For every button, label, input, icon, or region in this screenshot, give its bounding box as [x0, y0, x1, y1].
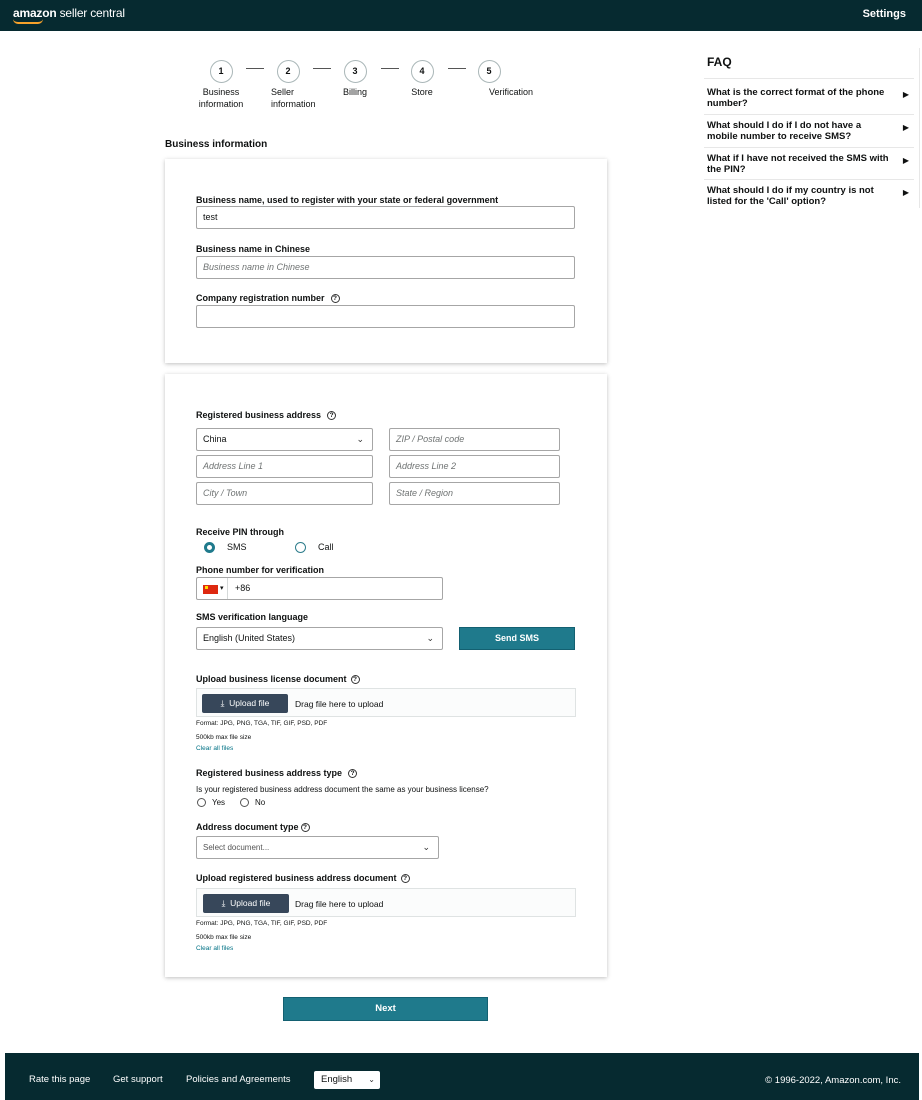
- footer: [5, 1053, 919, 1100]
- sms-radio[interactable]: [204, 542, 215, 553]
- faq-question: What if I have not received the SMS with the PIN?: [707, 153, 889, 175]
- chevron-down-icon: ⌄: [356, 434, 364, 444]
- help-icon[interactable]: ?: [351, 675, 360, 684]
- business-name-chinese-input[interactable]: Business name in Chinese: [196, 256, 575, 279]
- faq-item[interactable]: [707, 185, 912, 207]
- step-label: Verification: [489, 87, 534, 97]
- upload-button-label: Upload file: [230, 898, 271, 908]
- label-text: Address document type: [196, 822, 299, 832]
- country-select[interactable]: [196, 428, 373, 451]
- document-type-select[interactable]: [196, 836, 439, 859]
- sms-language-value: English (United States): [203, 633, 296, 643]
- step-number: 3: [344, 60, 367, 83]
- step-label: Business information: [198, 87, 244, 109]
- amazon-smile-icon: [13, 19, 43, 24]
- faq-question: What should I do if my country is not listed for the 'Call' option?: [707, 185, 874, 207]
- help-icon[interactable]: ?: [331, 294, 340, 303]
- city-input[interactable]: City / Town: [196, 482, 373, 505]
- clear-files-link[interactable]: Clear all files: [196, 745, 234, 752]
- business-name-label: Business name, used to register with your state or federal government: [196, 195, 499, 205]
- phone-number-value: +86: [235, 583, 251, 593]
- faq-panel: [700, 48, 920, 208]
- business-details-card: [165, 374, 607, 977]
- clear-files-link[interactable]: Clear all files: [196, 945, 234, 952]
- seller-central-logo[interactable]: [13, 6, 125, 20]
- logo-amazon-text: amazon: [13, 6, 57, 20]
- label-text: Upload business license document: [196, 674, 347, 684]
- receive-pin-label: Receive PIN through: [196, 527, 285, 537]
- faq-title: FAQ: [707, 55, 732, 69]
- address-upload-dropzone[interactable]: [196, 888, 576, 917]
- china-flag-icon[interactable]: [203, 585, 218, 594]
- faq-question: What is the correct format of the phone number?: [707, 87, 885, 109]
- call-radio[interactable]: [295, 542, 306, 553]
- label-text: Company registration number: [196, 293, 325, 303]
- upload-file-button[interactable]: [202, 694, 288, 713]
- divider: [704, 179, 914, 180]
- help-icon[interactable]: ?: [401, 874, 410, 883]
- business-name-chinese-label: Business name in Chinese: [196, 244, 311, 254]
- address-line1-input[interactable]: Address Line 1: [196, 455, 373, 478]
- step-verification: [454, 60, 534, 98]
- yes-radio[interactable]: [197, 798, 206, 807]
- rate-page-link[interactable]: Rate this page: [29, 1074, 91, 1085]
- help-icon[interactable]: ?: [327, 411, 336, 420]
- document-type-label: [196, 822, 310, 832]
- no-radio[interactable]: [240, 798, 249, 807]
- triangle-right-icon: ▶: [902, 188, 909, 197]
- company-registration-input[interactable]: [196, 305, 575, 328]
- format-note: Format: JPG, PNG, TGA, TIF, GIF, PSD, PDF: [196, 720, 328, 727]
- send-sms-button[interactable]: Send SMS: [459, 627, 575, 650]
- drag-hint: Drag file here to upload: [295, 699, 384, 709]
- step-number: 4: [411, 60, 434, 83]
- divider: [704, 114, 914, 115]
- business-name-input[interactable]: test: [196, 206, 575, 229]
- no-radio-label[interactable]: No: [255, 798, 266, 807]
- step-label: Billing: [342, 87, 367, 97]
- caret-down-icon[interactable]: ▾: [220, 585, 224, 592]
- zip-input[interactable]: ZIP / Postal code: [389, 428, 560, 451]
- step-store: [387, 60, 457, 98]
- call-radio-label[interactable]: Call: [318, 542, 334, 552]
- license-upload-label: [196, 674, 360, 684]
- next-button[interactable]: Next: [283, 997, 488, 1021]
- chevron-down-icon: ⌄: [422, 842, 430, 852]
- top-navigation-bar: [0, 0, 922, 31]
- size-note: 500kb max file size: [196, 734, 252, 741]
- sms-language-select[interactable]: [196, 627, 443, 650]
- address-type-label: [196, 768, 357, 778]
- label-text: Registered business address type: [196, 768, 343, 778]
- language-value: English: [321, 1074, 353, 1085]
- upload-icon: ⤓: [220, 698, 225, 708]
- business-name-card: [165, 159, 607, 363]
- triangle-right-icon: ▶: [902, 156, 909, 165]
- triangle-right-icon: ▶: [902, 123, 909, 132]
- chevron-down-icon: ⌄: [426, 633, 434, 643]
- policies-link[interactable]: Policies and Agreements: [186, 1074, 291, 1085]
- country-value: China: [203, 434, 227, 444]
- step-number: 1: [210, 60, 233, 83]
- logo-product-text: seller central: [56, 6, 125, 20]
- document-type-placeholder: Select document...: [203, 843, 270, 852]
- step-number: 5: [478, 60, 501, 83]
- triangle-right-icon: ▶: [902, 90, 909, 99]
- company-registration-label: [196, 293, 340, 303]
- faq-question: What should I do if I do not have a mobile number to receive SMS?: [707, 120, 862, 142]
- sms-language-label: SMS verification language: [196, 612, 309, 622]
- state-input[interactable]: State / Region: [389, 482, 560, 505]
- language-select[interactable]: [314, 1071, 380, 1089]
- step-label: Seller information: [271, 87, 316, 109]
- registered-address-label: [196, 410, 336, 420]
- divider: [704, 78, 914, 79]
- drag-hint: Drag file here to upload: [295, 899, 384, 909]
- upload-icon: ⤓: [221, 898, 226, 908]
- get-support-link[interactable]: Get support: [113, 1074, 163, 1085]
- divider: [227, 578, 228, 599]
- address-line2-input[interactable]: Address Line 2: [389, 455, 560, 478]
- settings-link[interactable]: Settings: [862, 8, 906, 20]
- address-upload-label: [196, 873, 410, 883]
- step-label: Store: [411, 87, 433, 97]
- label-text: Registered business address: [196, 410, 322, 420]
- divider: [704, 147, 914, 148]
- yes-radio-label[interactable]: Yes: [212, 798, 226, 807]
- chevron-down-icon: ⌄: [368, 1075, 375, 1084]
- upload-file-button[interactable]: [203, 894, 289, 913]
- faq-item[interactable]: [707, 120, 912, 142]
- license-upload-dropzone[interactable]: [196, 688, 576, 717]
- copyright: © 1996-2022, Amazon.com, Inc.: [765, 1075, 901, 1086]
- step-billing: [320, 60, 390, 98]
- faq-item[interactable]: [707, 87, 912, 109]
- size-note: 500kb max file size: [196, 934, 252, 941]
- format-note: Format: JPG, PNG, TGA, TIF, GIF, PSD, PDF: [196, 920, 328, 927]
- step-number: 2: [277, 60, 300, 83]
- upload-button-label: Upload file: [229, 698, 270, 708]
- sms-radio-label[interactable]: SMS: [227, 542, 247, 552]
- label-text: Upload registered business address document: [196, 873, 397, 883]
- help-icon[interactable]: ?: [301, 823, 310, 832]
- phone-number-label: Phone number for verification: [196, 565, 325, 575]
- help-icon[interactable]: ?: [348, 769, 357, 778]
- section-title: Business information: [165, 139, 268, 150]
- phone-number-input[interactable]: [196, 577, 443, 600]
- address-type-question: Is your registered business address document the same as your business license?: [196, 785, 489, 794]
- faq-item[interactable]: [707, 153, 912, 175]
